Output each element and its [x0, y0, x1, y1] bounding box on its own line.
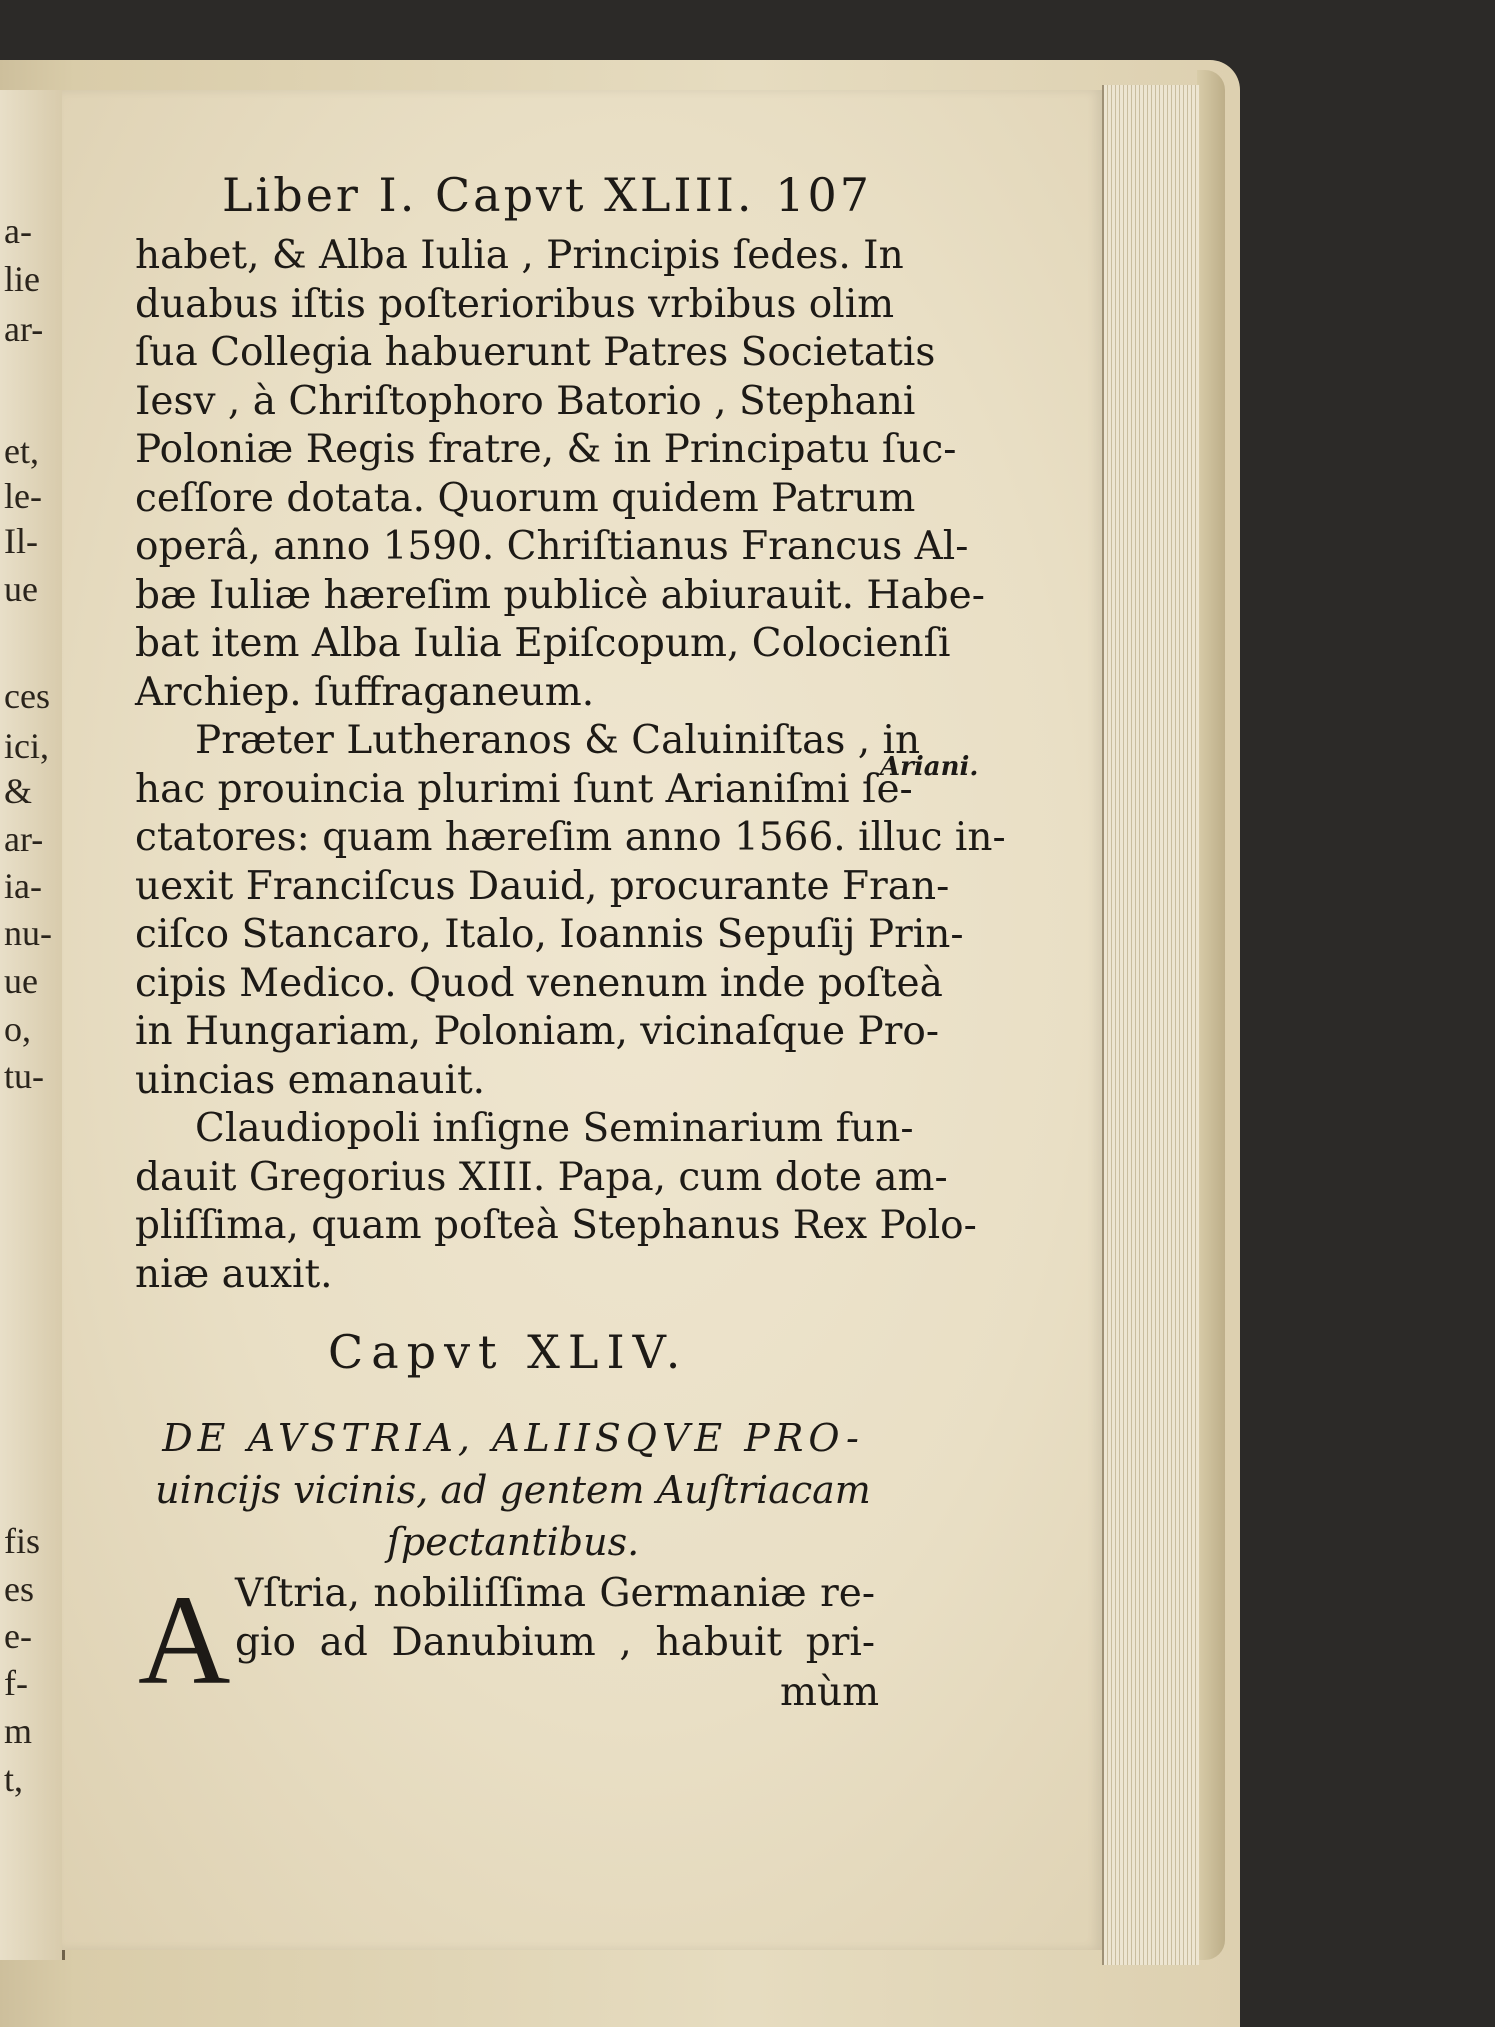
margin-fragment: tu- [4, 1056, 44, 1096]
margin-fragment: Il- [4, 521, 38, 561]
text-line: pliſſima, quam poſteà Stephanus Rex Polo- [135, 1203, 977, 1248]
chapter-opening [235, 1570, 875, 1667]
text-line: habet, & Alba Iulia , Principis ſedes. In [135, 233, 904, 278]
text-line: bat item Alba Iulia Epiſcopum, Colocienſi [135, 621, 951, 666]
running-title: Liber I. Capvt XLIII. [222, 168, 755, 222]
margin-fragment: & [4, 771, 33, 811]
margin-fragment: t, [4, 1759, 24, 1799]
margin-fragment: ici, [4, 726, 49, 766]
drop-cap: A [138, 1569, 231, 1711]
text-line: niæ auxit. [135, 1251, 333, 1297]
catchword: mùm [780, 1670, 880, 1715]
margin-fragment: nu- [4, 913, 52, 953]
subtitle-line: uincijs vicinis, ad gentem Auſtriacam [155, 1468, 871, 1512]
margin-fragment: m [4, 1711, 33, 1751]
margin-fragment: et, [4, 431, 39, 471]
text-line: operâ, anno 1590. Chriſtianus Francus Al- [135, 524, 969, 569]
margin-fragment: a- [4, 211, 32, 251]
margin-fragment: ue [4, 569, 38, 609]
text-line: Poloniæ Regis fratre, & in Principatu ſuc- [135, 427, 957, 472]
margin-fragment: ar- [4, 309, 44, 349]
margin-fragment: lie [4, 259, 40, 299]
cover-edge [1197, 70, 1225, 1960]
text-line: Archiep. ſuffraganeum. [135, 669, 595, 715]
text-line: gio ad Danubium , habuit pri- [235, 1619, 875, 1665]
margin-fragment: es [4, 1569, 34, 1609]
page-edges [1102, 85, 1199, 1965]
text-line: bæ Iuliæ hæreſim publicè abiurauit. Habe- [135, 572, 985, 618]
margin-fragment: e- [4, 1616, 32, 1656]
text-line: cipis Medico. Quod venenum inde poſteà [135, 960, 943, 1006]
text-line: uincias emanauit. [135, 1057, 486, 1103]
marginal-note: Ariani. [880, 752, 979, 782]
text-line: hac prouincia plurimi ſunt Arianiſmi ſe- [135, 766, 913, 812]
margin-fragment: ia- [4, 866, 42, 906]
margin-fragment: o, [4, 1009, 31, 1049]
text-line: ſua Collegia habuerunt Patres Societatis [135, 330, 936, 375]
margin-fragment: f- [4, 1663, 28, 1703]
facing-page-fragment [0, 90, 65, 1960]
margin-fragment: fis [4, 1521, 40, 1561]
text-line: ctatores: quam hæreſim anno 1566. illuc in- [135, 815, 1006, 860]
text-line: dauit Gregorius XIII. Papa, cum dote am- [135, 1154, 948, 1200]
page-number: 107 [775, 168, 872, 222]
margin-fragment: ces [4, 676, 50, 716]
body-text [135, 232, 1006, 1299]
margin-fragment: le- [4, 476, 42, 516]
text-line: Iesv , à Chriſtophoro Batorio , Stephani [135, 378, 916, 424]
text-line: Præter Lutheranos & Caluiniſtas , in [195, 718, 921, 763]
chapter-heading: Capvt XLIV. [328, 1325, 689, 1379]
text-line: uexit Franciſcus Dauid, procurante Fran- [135, 863, 950, 909]
text-line: ciſco Stancaro, Italo, Ioannis Sepuſij Prin- [135, 912, 964, 957]
subtitle-line: DE AVSTRIA, ALIISQVE PRO- [162, 1416, 864, 1460]
text-line: ceſſore dotata. Quorum quidem Patrum [135, 475, 916, 521]
margin-fragment: ue [4, 961, 38, 1001]
text-line: Claudiopoli inſigne Seminarium fun- [195, 1106, 914, 1151]
text-line: Vſtria, nobiliſſima Germaniæ re- [235, 1571, 875, 1616]
text-line: duabus iſtis poſterioribus vrbibus olim [135, 281, 895, 327]
subtitle-line: ſpectantibus. [386, 1520, 640, 1564]
running-header [222, 168, 872, 222]
margin-fragment: ar- [4, 819, 44, 859]
text-line: in Hungariam, Poloniam, vicinaſque Pro- [135, 1009, 940, 1054]
chapter-subtitle [148, 1412, 878, 1568]
